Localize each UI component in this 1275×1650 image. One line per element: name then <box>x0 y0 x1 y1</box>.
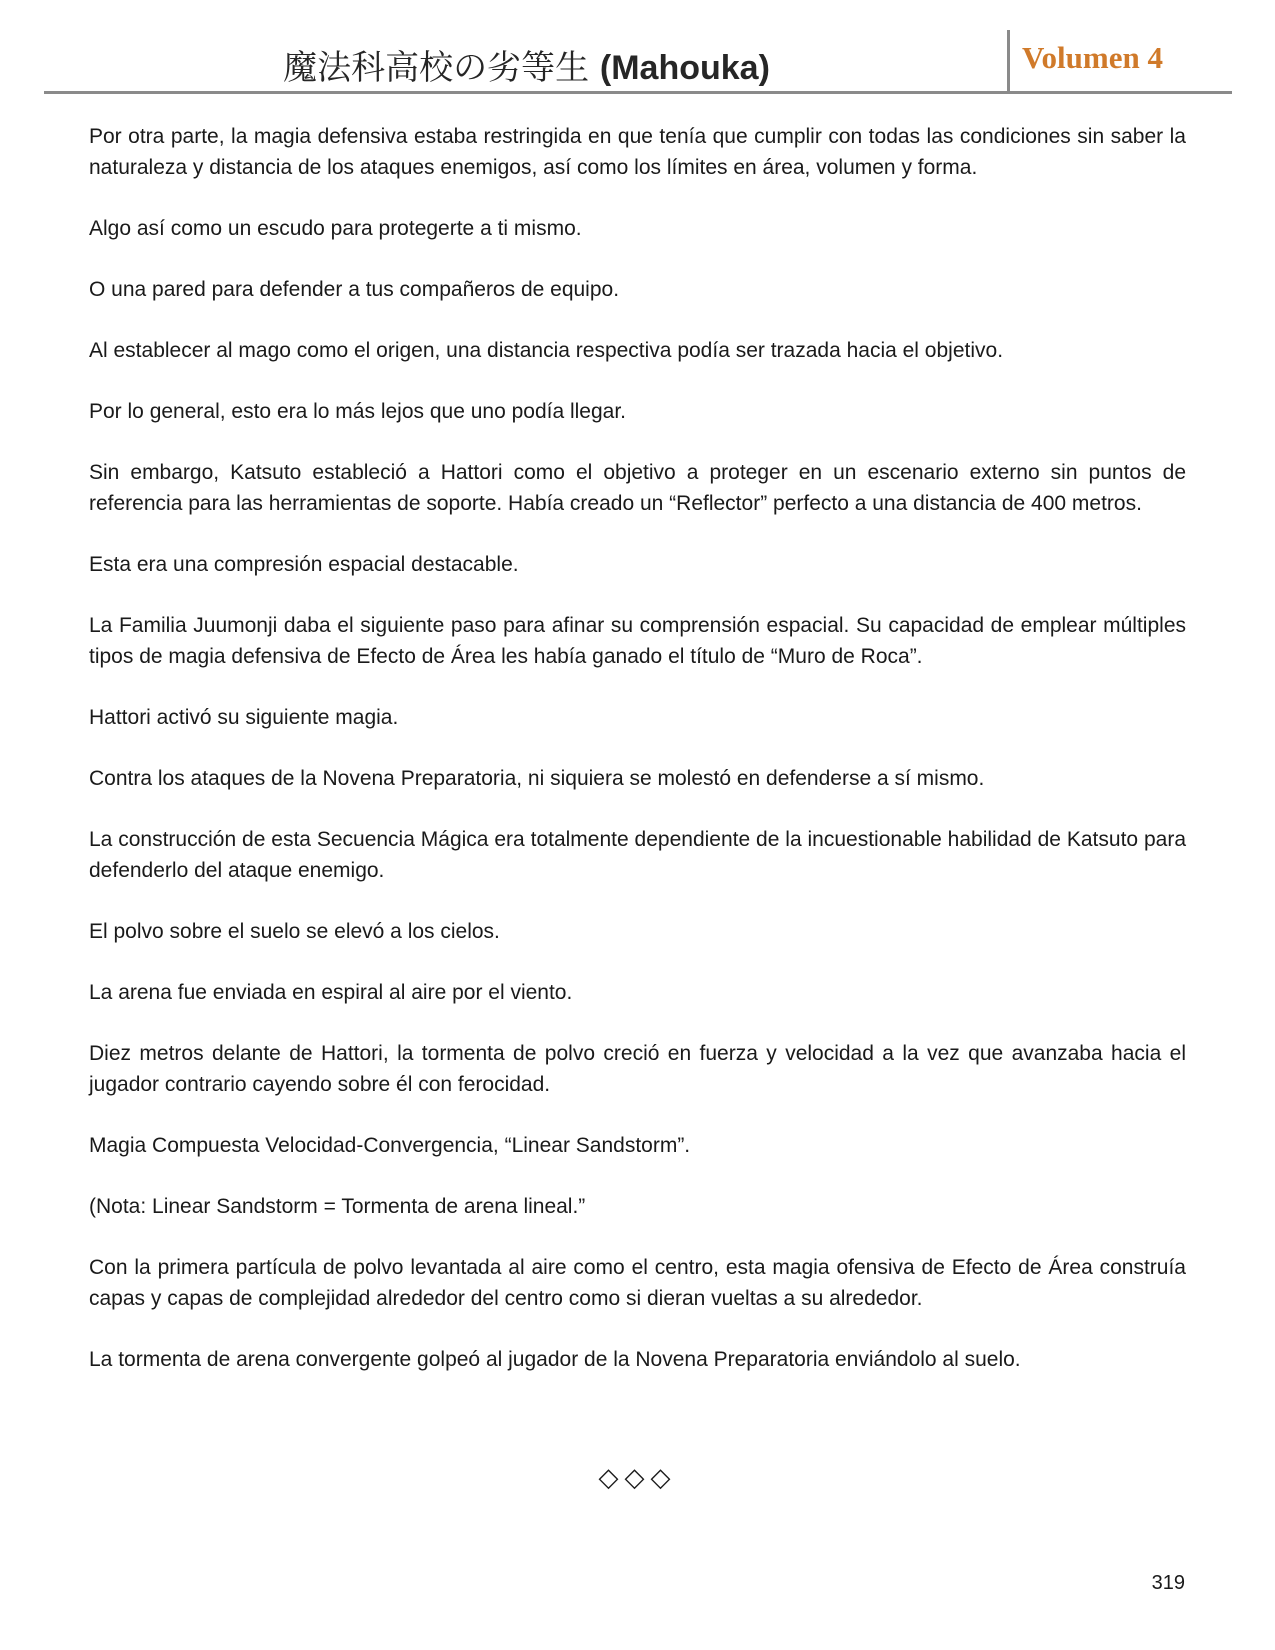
paragraph: Por lo general, esto era lo más lejos que uno podía llegar. <box>89 400 627 423</box>
page-header <box>44 28 1232 94</box>
paragraph: (Nota: Linear Sandstorm = Tormenta de arena lineal.” <box>89 1195 586 1218</box>
paragraph: El polvo sobre el suelo se elevó a los cielos. <box>89 920 500 943</box>
paragraph: Con la primera partícula de polvo levantada al aire como el centro, esta magia ofensiva de Efecto de Área construía capas y capas de complejidad alrededor del centro como si dieran vueltas a su alrededor. <box>89 1256 1186 1310</box>
header-divider <box>1007 30 1010 92</box>
page-number: 319 <box>1151 1572 1185 1594</box>
book-title <box>44 40 1009 89</box>
paragraph: La tormenta de arena convergente golpeó al jugador de la Novena Preparatoria enviándolo al suelo. <box>89 1348 1021 1371</box>
book-title-japanese: 魔法科高校の劣等生 <box>283 48 590 88</box>
paragraph: Por otra parte, la magia defensiva estaba restringida en que tenía que cumplir con todas las condiciones sin saber la naturaleza y distancia de los ataques enemigos, así como los límites en área, volumen y forma. <box>89 125 1186 179</box>
paragraph: Esta era una compresión espacial destacable. <box>89 553 519 576</box>
paragraph: La construcción de esta Secuencia Mágica era totalmente dependiente de la incuestionable habilidad de Katsuto para defenderlo del ataque enemigo. <box>89 828 1186 882</box>
paragraph: La Familia Juumonji daba el siguiente paso para afinar su comprensión espacial. Su capacidad de emplear múltiples tipos de magia defensiva de Efecto de Área les había ganado el título de “Muro de Roca”. <box>89 614 1186 668</box>
header-rule <box>44 91 1232 94</box>
volume-label: Volumen 4 <box>1022 40 1163 75</box>
paragraph: Hattori activó su siguiente magia. <box>89 706 399 729</box>
paragraph: La arena fue enviada en espiral al aire por el viento. <box>89 981 573 1004</box>
paragraph: Contra los ataques de la Novena Preparatoria, ni siquiera se molestó en defenderse a sí mismo. <box>89 767 985 790</box>
paragraph: Sin embargo, Katsuto estableció a Hattori como el objetivo a proteger en un escenario externo sin puntos de referencia para las herramientas de soporte. Había creado un “Reflector” perfecto a una distancia de 400 metros. <box>89 461 1186 515</box>
paragraph: Magia Compuesta Velocidad-Convergencia, “Linear Sandstorm”. <box>89 1134 691 1157</box>
paragraph: Al establecer al mago como el origen, una distancia respectiva podía ser trazada hacia el objetivo. <box>89 339 1004 362</box>
body-text <box>89 121 1186 1405</box>
paragraph: Diez metros delante de Hattori, la tormenta de polvo creció en fuerza y velocidad a la vez que avanzaba hacia el jugador contrario cayendo sobre él con ferocidad. <box>89 1042 1186 1096</box>
paragraph: O una pared para defender a tus compañeros de equipo. <box>89 278 620 301</box>
book-title-latin: (Mahouka) <box>599 49 770 87</box>
paragraph: Algo así como un escudo para protegerte a ti mismo. <box>89 217 582 240</box>
scene-break-diamonds: ◇◇◇ <box>598 1463 677 1493</box>
